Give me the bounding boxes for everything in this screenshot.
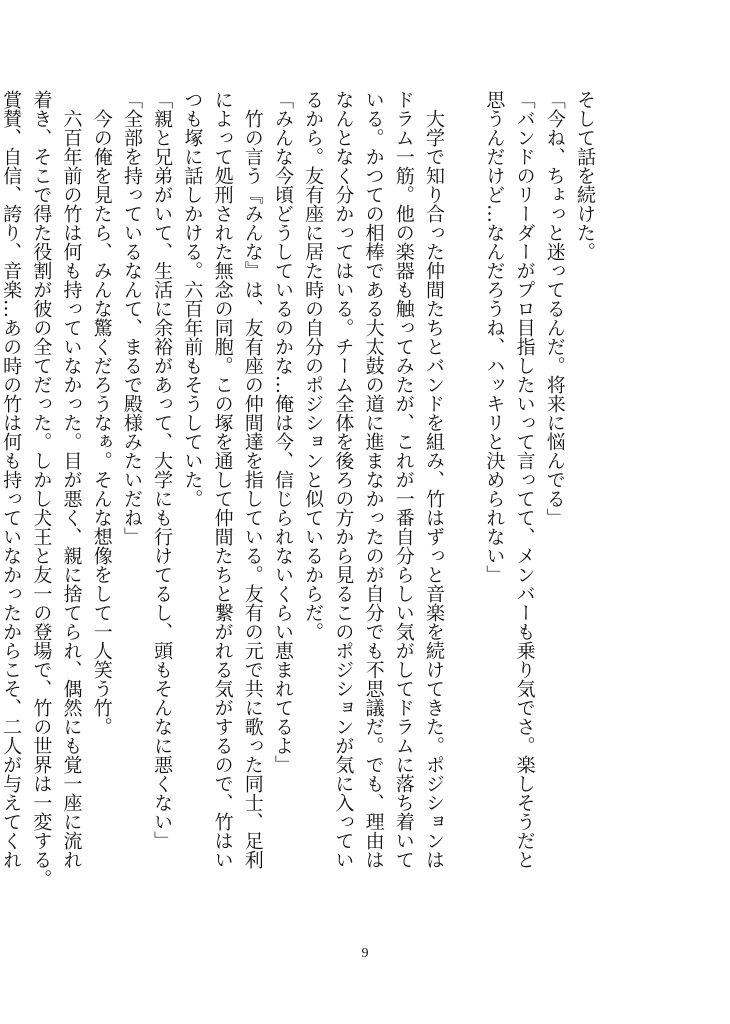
- blank-line: [449, 90, 479, 860]
- text-line: 「親と兄弟がいて、生活に余裕があって、大学にも行けてるし、頭もそんなに悪くない」: [151, 90, 174, 850]
- text-line: るから。友有座に居た時の自分のポジションと似ているからだ。: [302, 90, 325, 641]
- text-line: 「みんな今頃どうしているのかな…俺は今、信じられないくらい恵まれてるよ」: [271, 90, 294, 774]
- text-line: そして話を続けた。: [574, 90, 596, 261]
- text-line: つも塚に話しかける。六百年前もそうしていた。: [181, 90, 204, 508]
- text-line: 竹の言う『みんな』は、友有座の仲間達を指している。友有の元で共に歌った同士、足利: [241, 90, 264, 869]
- text-line: 賞賛、自信、誇り、音楽…あの時の竹は何も持っていなかったからこそ、二人が与えてくれ: [0, 90, 23, 869]
- text-line: 大学で知り合った仲間たちとバンドを組み、竹はずっと音楽を続けてきた。ポジションは: [422, 90, 445, 869]
- text-line: いる。かつての相棒である大太鼓の道に進まなかったのが自分でも不思議だ。でも、理由は: [362, 90, 385, 869]
- text-line: 「バンドのリーダーがプロ目指したいって言ってて、メンバーも乗り気でさ。楽しそうだと: [513, 90, 536, 869]
- text-line: 思うんだけど…なんだろうね、ハッキリと決められない」: [483, 90, 506, 584]
- text-line: によって処刑された無念の同胞。この塚を通して仲間たちと繋がれる気がするので、竹はい: [211, 90, 234, 869]
- vertical-text-body: [0, 90, 600, 888]
- text-line: 着き、そこで得た役割が彼の全てだった。しかし犬王と友一の登場で、竹の世界は一変する。: [30, 90, 53, 888]
- text-line: 今の俺を見たら、みんな驚くだろうなぁ。そんな想像をして一人笑う竹。: [90, 90, 113, 736]
- text-line: なんとなく分かってはいる。チーム全体を後ろの方から見るこのポジションが気に入ってい: [332, 90, 355, 869]
- text-line: 「全部を持っているなんて、まるで殿様みたいだね」: [120, 90, 143, 546]
- text-line: 六百年前の竹は何も持っていなかった。目が悪く、親に捨てられ、偶然にも覚一座に流れ: [60, 90, 83, 869]
- text-line: 「今ね、ちょっと迷ってるんだ。将来に悩んでる」: [543, 90, 566, 527]
- text-line: ドラム一筋。他の楽器も触ってみたが、これが一番自分らしい気がしてドラムに落ち着いて: [392, 90, 415, 869]
- page-number: 9: [361, 946, 369, 961]
